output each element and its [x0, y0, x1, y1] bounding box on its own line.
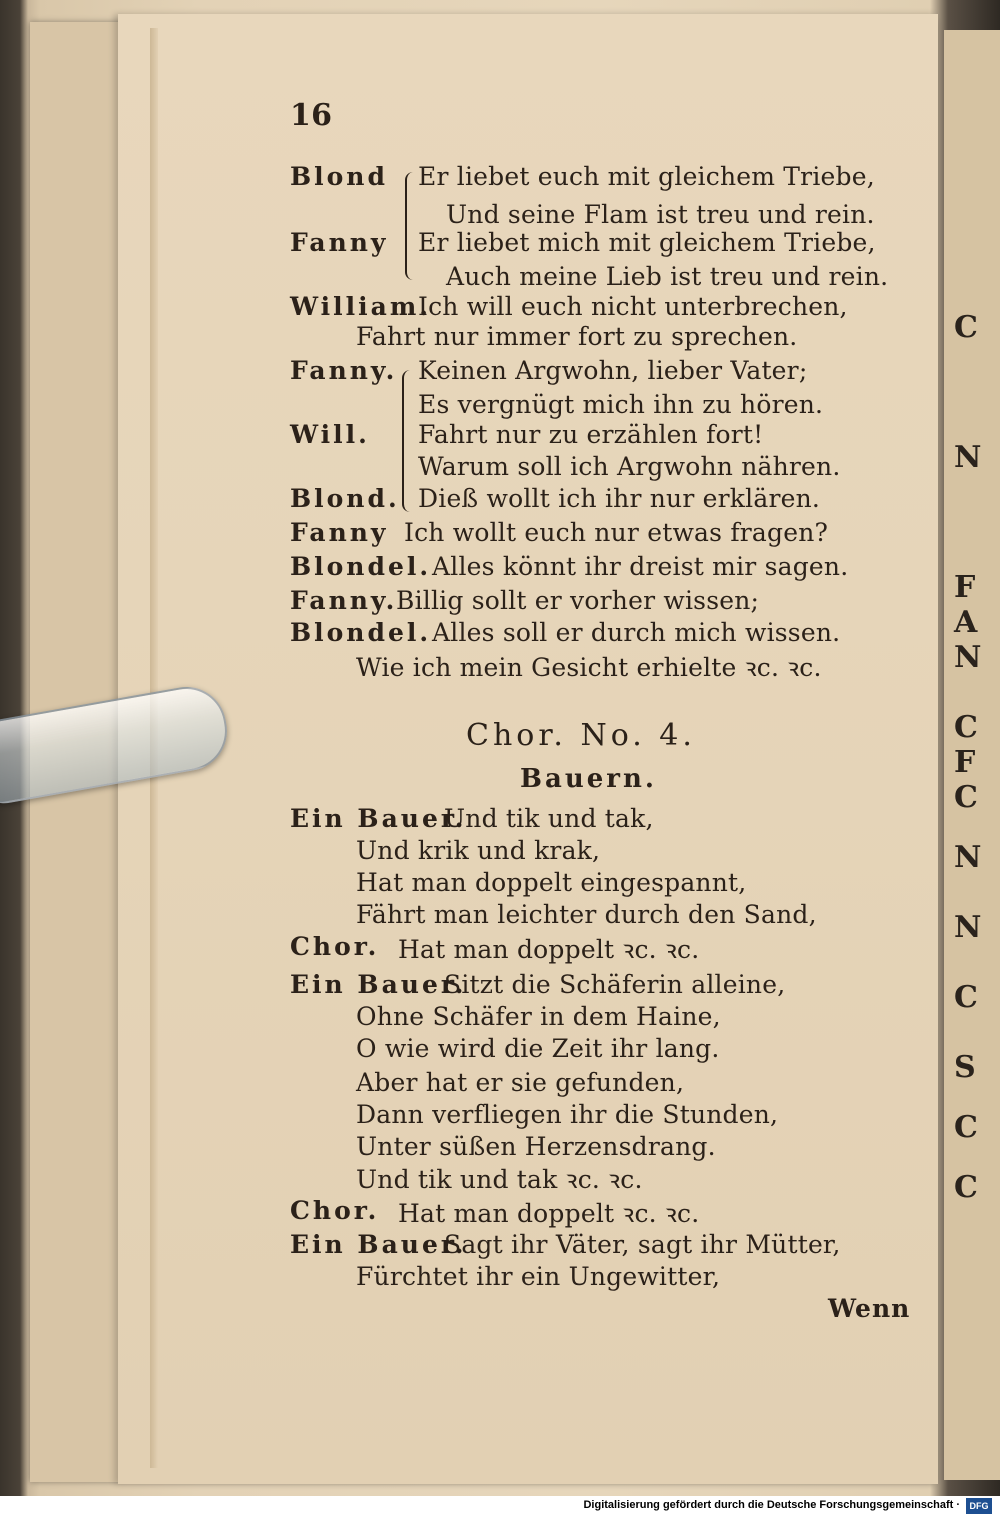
dialogue-line: Wie ich mein Gesicht erhielte ꝛc. ꝛc.	[356, 653, 822, 682]
dialogue-line: Ich wollt euch nur etwas fragen?	[404, 518, 829, 547]
dialogue-speaker: Blondel.	[290, 552, 432, 581]
dialogue-line: Er liebet euch mit gleichem Triebe,	[418, 162, 875, 191]
chorus-line: Unter süßen Herzensdrang.	[356, 1132, 716, 1161]
dfg-logo-icon: DFG	[966, 1498, 992, 1514]
brace-duet-1	[405, 172, 417, 280]
chorus-speaker: Ein Bauer.	[290, 970, 467, 999]
brace-duet-2	[402, 370, 414, 512]
chorus-line: Sagt ihr Väter, sagt ihr Mütter,	[444, 1230, 841, 1259]
section-subheading: Bauern.	[520, 764, 657, 794]
dialogue-line: Fahrt nur zu erzählen fort!	[418, 420, 764, 449]
dialogue-line: Er liebet mich mit gleichem Triebe,	[418, 228, 876, 257]
facing-page-edge: C N F A N C F C N N C S C C	[944, 30, 1000, 1480]
dialogue-line: Keinen Argwohn, lieber Vater;	[418, 356, 808, 385]
dialogue-speaker: Fanny	[290, 228, 389, 257]
chorus-line: Hat man doppelt ꝛc. ꝛc.	[398, 1199, 700, 1228]
chorus-speaker: Ein Bauer.	[290, 1230, 467, 1259]
dialogue-speaker: Blond.	[290, 484, 400, 513]
dialogue-line: Alles soll er durch mich wissen.	[432, 618, 841, 647]
dialogue-line: Fahrt nur immer fort zu sprechen.	[356, 322, 798, 351]
chorus-speaker: Ein Bauer.	[290, 804, 467, 833]
chorus-speaker: Chor.	[290, 932, 380, 961]
chorus-line: Und tik und tak,	[444, 804, 654, 833]
dialogue-line: Es vergnügt mich ihn zu hören.	[418, 390, 824, 419]
dialogue-line: Billig sollt er vorher wissen;	[396, 586, 760, 615]
chorus-line: Und tik und tak ꝛc. ꝛc.	[356, 1165, 643, 1194]
dialogue-speaker: Fanny.	[290, 586, 398, 615]
dialogue-speaker: Fanny	[290, 518, 389, 547]
dialogue-speaker: Blond	[290, 162, 388, 191]
dialogue-speaker: Blondel.	[290, 618, 432, 647]
dialogue-speaker: Will.	[290, 420, 370, 449]
dialogue-line: Auch meine Lieb ist treu und rein.	[446, 262, 889, 291]
catchword: Wenn	[828, 1294, 911, 1323]
dialogue-line: Dieß wollt ich ihr nur erklären.	[418, 484, 821, 513]
section-heading: Chor. No. 4.	[466, 718, 696, 753]
chorus-line: Dann verfliegen ihr die Stunden,	[356, 1100, 779, 1129]
dialogue-speaker: Fanny.	[290, 356, 398, 385]
chorus-line: Ohne Schäfer in dem Haine,	[356, 1002, 721, 1031]
chorus-line: Sitzt die Schäferin alleine,	[444, 970, 786, 999]
dialogue-line: Ich will euch nicht unterbrechen,	[418, 292, 848, 321]
chorus-line: Hat man doppelt eingespannt,	[356, 868, 747, 897]
dialogue-speaker: William.	[290, 292, 431, 321]
chorus-line: Fährt man leichter durch den Sand,	[356, 900, 817, 929]
digitization-footer	[0, 1496, 1000, 1518]
chorus-line: Und krik und krak,	[356, 836, 601, 865]
dialogue-line: Warum soll ich Argwohn nähren.	[418, 452, 841, 481]
dialogue-line: Alles könnt ihr dreist mir sagen.	[432, 552, 849, 581]
chorus-line: Hat man doppelt ꝛc. ꝛc.	[398, 935, 700, 964]
chorus-line: Aber hat er sie gefunden,	[356, 1068, 685, 1097]
chorus-line: Fürchtet ihr ein Ungewitter,	[356, 1262, 721, 1291]
chorus-speaker: Chor.	[290, 1196, 380, 1225]
footer-credit: Digitalisierung gefördert durch die Deutsche Forschungsgemeinschaft ·	[583, 1499, 960, 1511]
chorus-line: O wie wird die Zeit ihr lang.	[356, 1034, 720, 1063]
dialogue-line: Und seine Flam ist treu und rein.	[446, 200, 875, 229]
page-number: 16	[290, 98, 333, 133]
